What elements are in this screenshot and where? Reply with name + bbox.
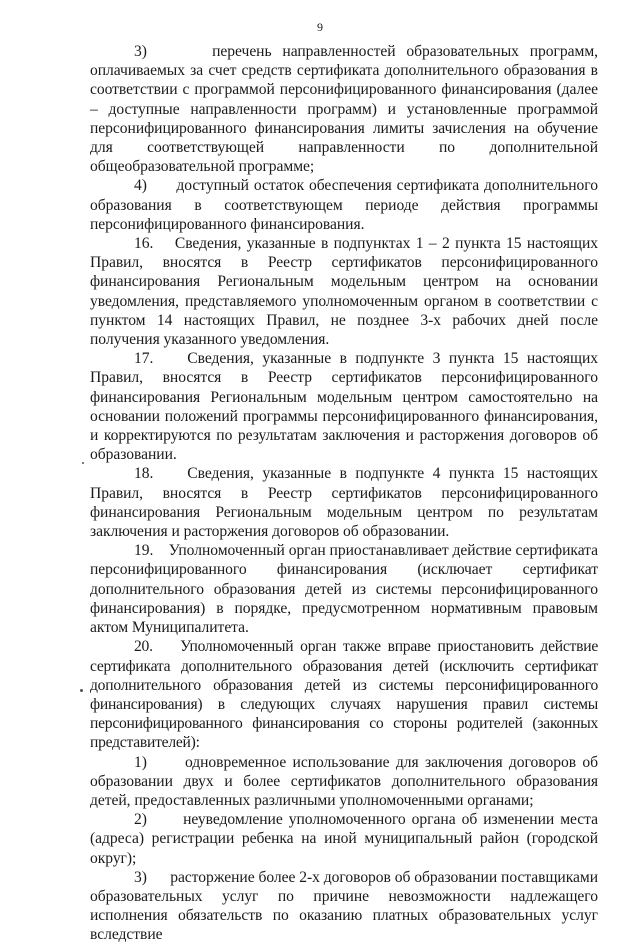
paragraph-17: 17. Сведения, указанные в подпункте 3 пункта 15 настоящих Правил, вносятся в Реестр сертификатов персонифицированного финансирования Региональным модельным центром самостоятельно на основании положений программы персонифицированного финансирования, и корректируются по результатам заключения и расторжения договоров об образовании. [90,350,598,464]
paragraph-item-4: 4) доступный остаток обеспечения сертификата дополнительного образования в соответствующем периоде действия программы персонифицированного финансирования. [90,177,598,233]
page-number: 9 [317,20,323,34]
paragraph-20: 20. Уполномоченный орган также вправе приостановить действие сертификата дополнительного образования детей (исключить сертификат дополнительного образования детей из системы персонифицированного финансирования) в следующих случаях нарушения правил системы персонифицированного финансирования со стороны родителей (законных представителей): [90,638,598,752]
paragraph-20-item-1: 1) одновременное использование для заключения договоров об образовании двух и более сертификатов дополнительного образования детей, предоставленных различными уполномоченными органами; [90,753,598,809]
scan-speck [80,689,83,692]
paragraph-19: 19. Уполномоченный орган приостанавливает действие сертификата персонифицированного финансирования (исключает сертификат дополнительного образования детей из системы персонифицированного финансирования) в порядке, предусмотренном нормативным правовым актом Муниципалитета. [90,542,598,637]
paragraph-20-item-2: 2) неуведомление уполномоченного органа об изменении места (адреса) регистрации ребенка на иной муниципальный район (городской округ); [90,811,598,867]
paragraph-20-item-3: 3) расторжение более 2-х договоров об образовании поставщиками образовательных услуг по причине невозможности надлежащего исполнения обязательств по оказанию платных образовательных услуг вследствие [90,868,598,944]
paragraph-16: 16. Сведения, указанные в подпунктах 1 – 2 пункта 15 настоящих Правил, вносятся в Реестр сертификатов персонифицированного финансирования Региональным модельным центром на основании уведомления, представляемого уполномоченным органом в соответствии с пунктом 14 настоящих Правил, не позднее 3-х рабочих дней после получения указанного уведомления. [90,235,598,349]
paragraph-item-3: 3) перечень направленностей образовательных программ, оплачиваемых за счет средств сертификата дополнительного образования в соответствии с программой персонифицированного финансирования (далее – доступные направленности программ) и установленные программой персонифицированного финансирования лимиты зачисления на обучение для соответствующей направленности по дополнительной общеобразовательной программе; [90,43,598,176]
paragraph-18: 18. Сведения, указанные в подпункте 4 пункта 15 настоящих Правил, вносятся в Реестр сертификатов персонифицированного финансирования Региональным модельным центром по результатам заключения и расторжения договоров об образовании. [90,465,598,541]
scan-speck [82,462,84,464]
document-body [90,42,598,945]
